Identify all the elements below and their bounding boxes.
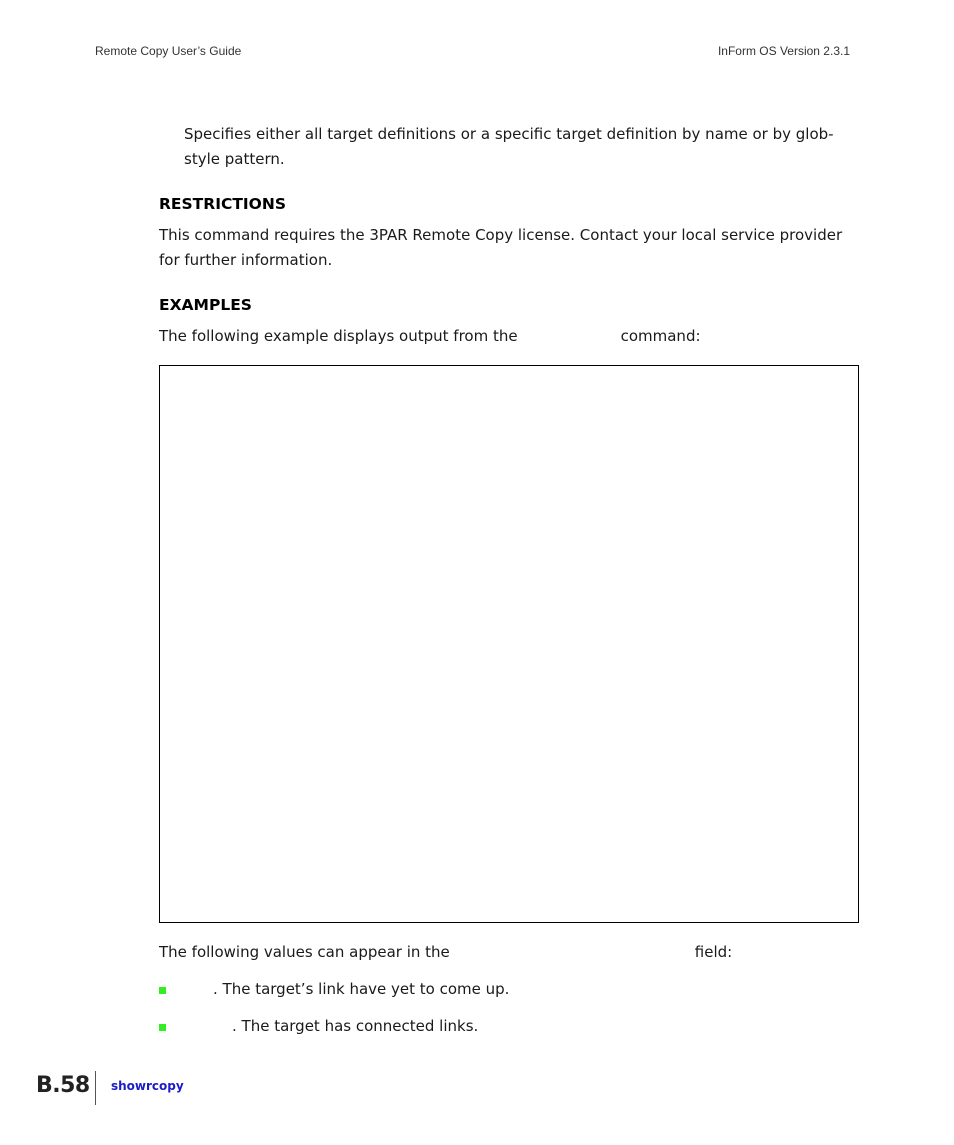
bullet-square-icon [159,1024,166,1031]
examples-intro-before: The following example displays output from the [159,327,518,345]
page-number: B.58 [36,1073,90,1098]
values-intro-before: The following values can appear in the [159,943,450,961]
examples-intro [159,324,859,349]
list-item [159,1016,859,1036]
values-intro-after: field: [694,943,733,961]
running-header-title: Remote Copy User’s Guide [95,44,242,58]
target-description: Specifies either all target definitions or a specific target definition by name or by glob-style pattern. [184,125,834,168]
bullet-square-icon [159,987,166,994]
values-intro [159,940,859,965]
list-item-text: . The target’s link have yet to come up. [213,980,510,998]
list-item [159,979,859,999]
list-item-text: . The target has connected links. [232,1017,479,1035]
running-header-version: InForm OS Version 2.3.1 [717,44,850,58]
examples-intro-after: command: [620,327,701,345]
examples-heading: EXAMPLES [159,296,252,314]
footer-divider [95,1071,96,1105]
example-output-box [159,365,859,923]
restrictions-text: This command requires the 3PAR Remote Copy license. Contact your local service provider for further information. [159,226,843,269]
footer-section-link[interactable]: showrcopy [111,1079,184,1093]
restrictions-heading: RESTRICTIONS [159,195,286,213]
